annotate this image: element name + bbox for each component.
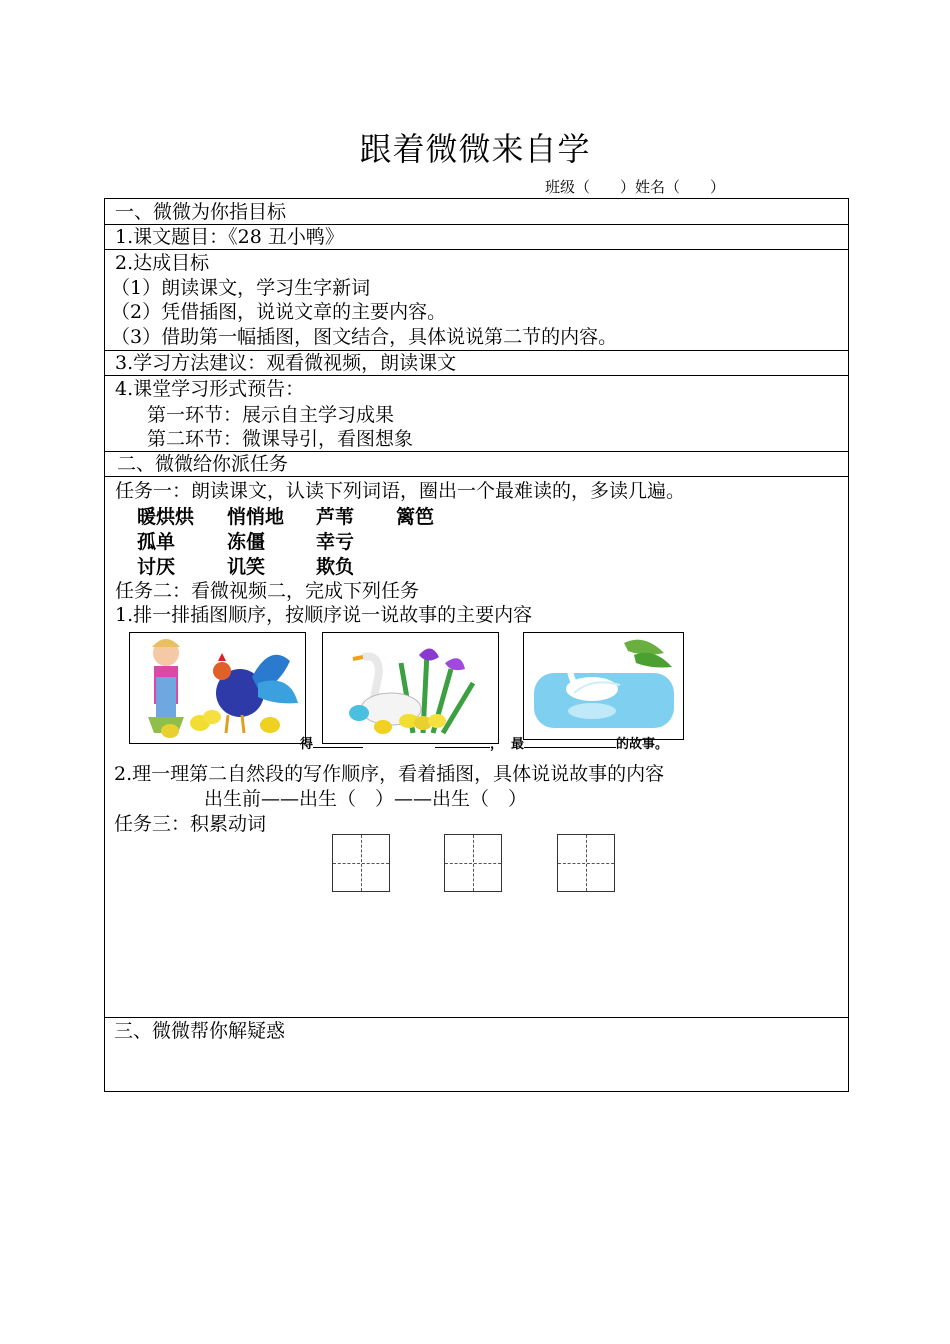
- section3-heading: 三、微微帮你解疑惑: [114, 1020, 286, 1042]
- task2-text: 任务二：看微视频二，完成下列任务: [115, 580, 420, 602]
- goals-title: 2.达成目标: [115, 252, 210, 274]
- writing-sequence: 出生前——出生（ ）——出生（ ）: [204, 788, 528, 810]
- picture-duck-ducklings-reeds: [322, 632, 499, 744]
- form-item: 第一环节：展示自主学习成果: [147, 404, 395, 426]
- goal-item: （3）借助第一幅插图，图文结合，具体说说第二节的内容。: [111, 326, 618, 348]
- page-title: 跟着微微来自学: [359, 130, 591, 168]
- task3-text: 任务三：积累动词: [114, 813, 267, 835]
- word: 欺负: [316, 556, 355, 578]
- task2-item1: 1.排一排插图顺序，按顺序说一说故事的主要内容: [115, 604, 533, 626]
- blank-line[interactable]: [313, 735, 363, 748]
- blank-line[interactable]: [435, 735, 490, 748]
- word: 暖烘烘: [137, 506, 195, 528]
- word: 冻僵: [227, 531, 266, 553]
- picture-girl-rooster-ducklings: [129, 632, 306, 744]
- word: 芦苇: [316, 506, 355, 528]
- form-item: 第二环节：微课导引，看图想象: [147, 428, 414, 450]
- word: 篱笆: [396, 506, 435, 528]
- word: 幸亏: [316, 531, 355, 553]
- word: 讥笑: [227, 556, 266, 578]
- class-name-line: 班级（ ）姓名（ ）: [545, 178, 726, 196]
- section1-heading: 一、微微为你指目标: [115, 201, 287, 223]
- lesson-title: 1.课文题目：《28 丑小鸭》: [115, 226, 344, 248]
- section2-heading: 二、微微给你派任务: [117, 453, 289, 475]
- goal-item: （2）凭借插图，说说文章的主要内容。: [111, 301, 447, 323]
- story-fill-blank: 得 ， 最 的故事。: [300, 737, 669, 752]
- forms-title: 4.课堂学习形式预告：: [115, 378, 305, 400]
- writing-grid-box[interactable]: [557, 834, 615, 892]
- writing-grid-box[interactable]: [332, 834, 390, 892]
- study-method: 3.学习方法建议：观看微视频，朗读课文: [115, 352, 457, 374]
- picture-swan-lake: [523, 632, 684, 740]
- word: 讨厌: [137, 556, 176, 578]
- task2-item2: 2.理一理第二自然段的写作顺序，看着插图，具体说说故事的内容: [114, 763, 665, 785]
- goal-item: （1）朗读课文，学习生字新词: [111, 277, 371, 299]
- word: 孤单: [137, 531, 176, 553]
- writing-grid-box[interactable]: [444, 834, 502, 892]
- word: 悄悄地: [227, 506, 285, 528]
- blank-line[interactable]: [524, 735, 616, 748]
- task1-text: 任务一：朗读课文，认读下列词语，圈出一个最难读的，多读几遍。: [115, 480, 686, 502]
